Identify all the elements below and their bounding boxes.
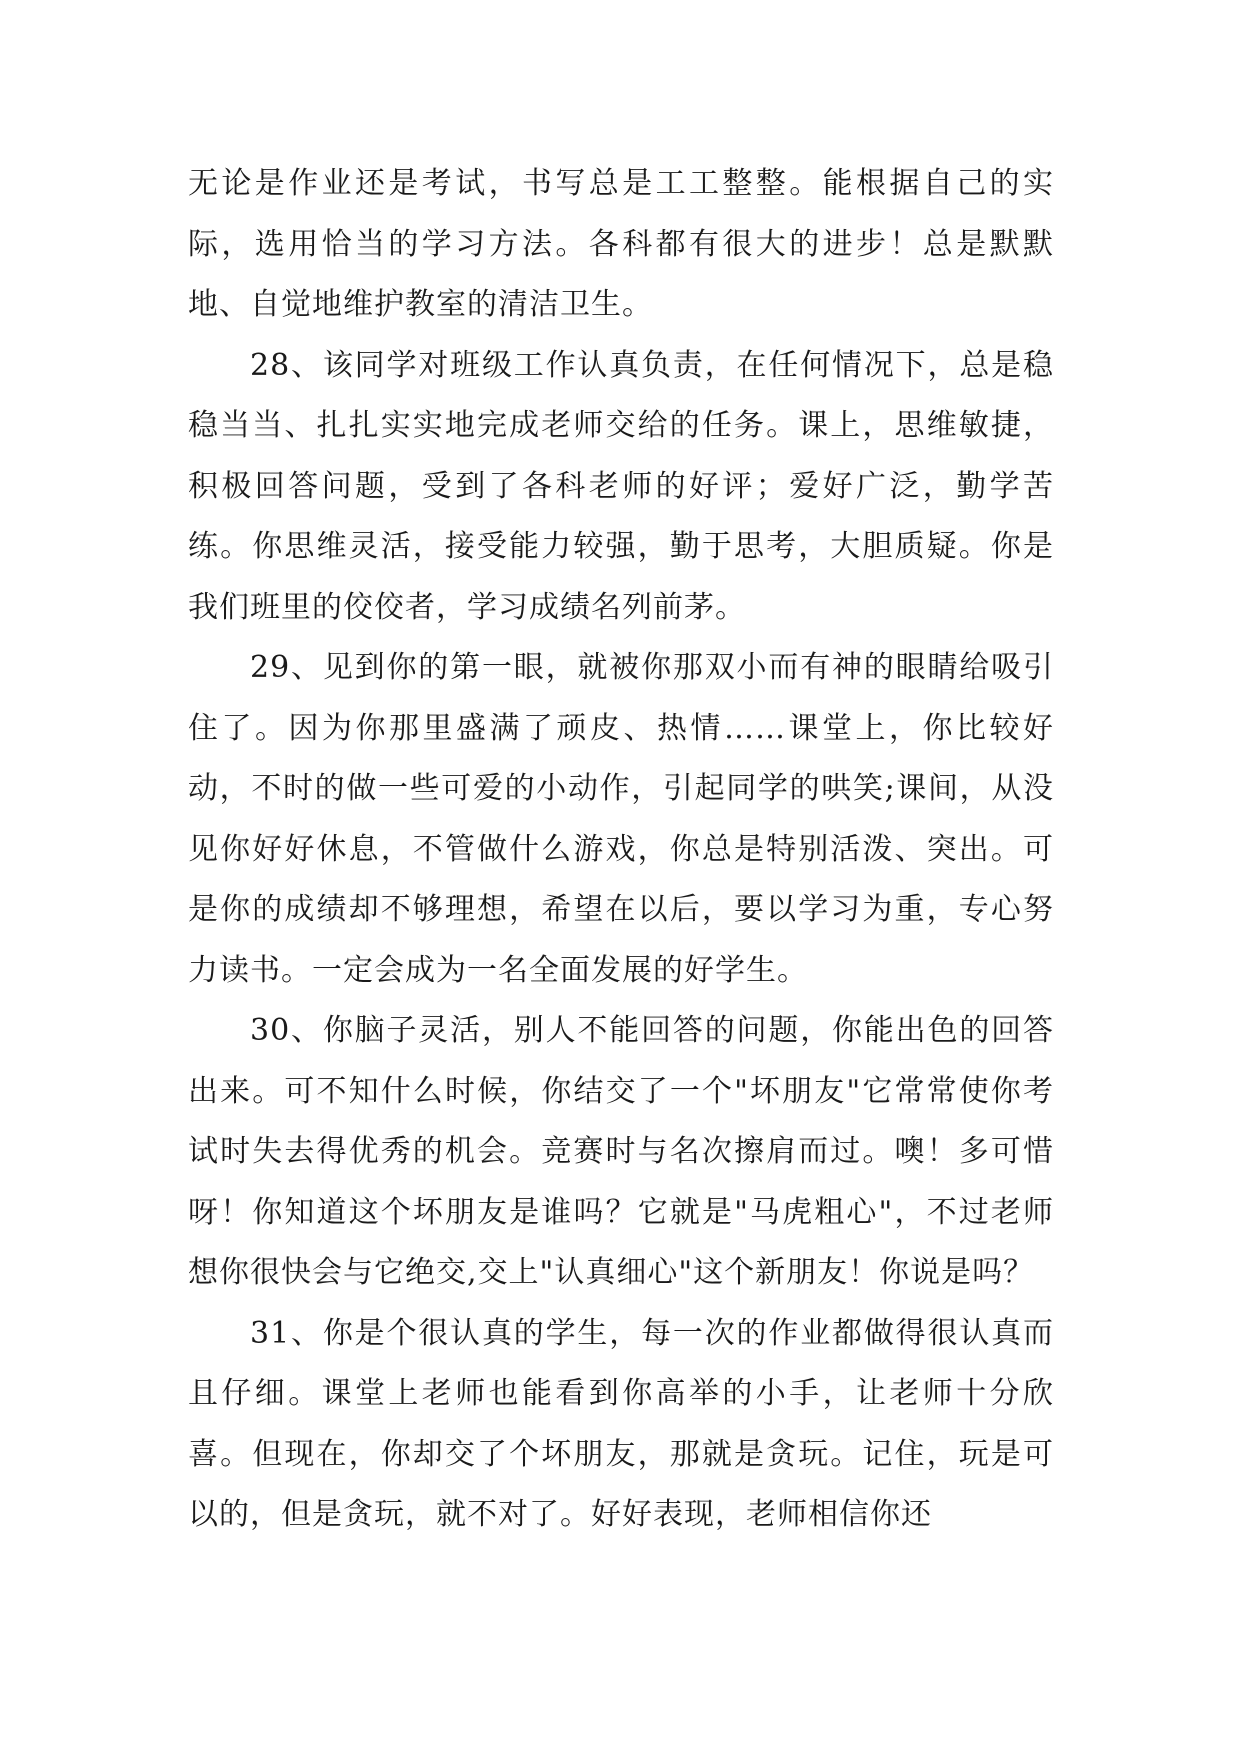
paragraph-comment-31: 31、你是个很认真的学生，每一次的作业都做得很认真而且仔细。课堂上老师也能看到你高举的小手，让老师十分欣喜。但现在，你却交了个坏朋友，那就是贪玩。记住，玩是可以的，但是贪玩，就不对了。好好表现，老师相信你还 [188,1315,1054,1532]
paragraph-comment-28: 28、该同学对班级工作认真负责，在任何情况下，总是稳稳当当、扎扎实实地完成老师交给的任务。课上，思维敏捷，积极回答问题，受到了各科老师的好评；爱好广泛，勤学苦练。你思维灵活，接受能力较强，勤于思考，大胆质疑。你是我们班里的佼佼者，学习成绩名列前茅。 [188,347,1054,625]
paragraph-comment-29: 29、见到你的第一眼，就被你那双小而有神的眼睛给吸引住了。因为你那里盛满了顽皮、热情……课堂上，你比较好动，不时的做一些可爱的小动作，引起同学的哄笑;课间，从没见你好好休息，不管做什么游戏，你总是特别活泼、突出。可是你的成绩却不够理想，希望在以后，要以学习为重，专心努力读书。一定会成为一名全面发展的好学生。 [188,650,1054,988]
document-body [188,154,1054,1546]
paragraph-comment-30: 30、你脑子灵活，别人不能回答的问题，你能出色的回答出来。可不知什么时候，你结交了一个"坏朋友"它常常使你考试时失去得优秀的机会。竞赛时与名次擦肩而过。噢！多可惜呀！你知道这个坏朋友是谁吗？它就是"马虎粗心"，不过老师想你很快会与它绝交,交上"认真细心"这个新朋友！你说是吗？ [188,1013,1054,1290]
paragraph-continuation: 无论是作业还是考试，书写总是工工整整。能根据自己的实际，选用恰当的学习方法。各科都有很大的进步！总是默默地、自觉地维护教室的清洁卫生。 [188,166,1054,322]
